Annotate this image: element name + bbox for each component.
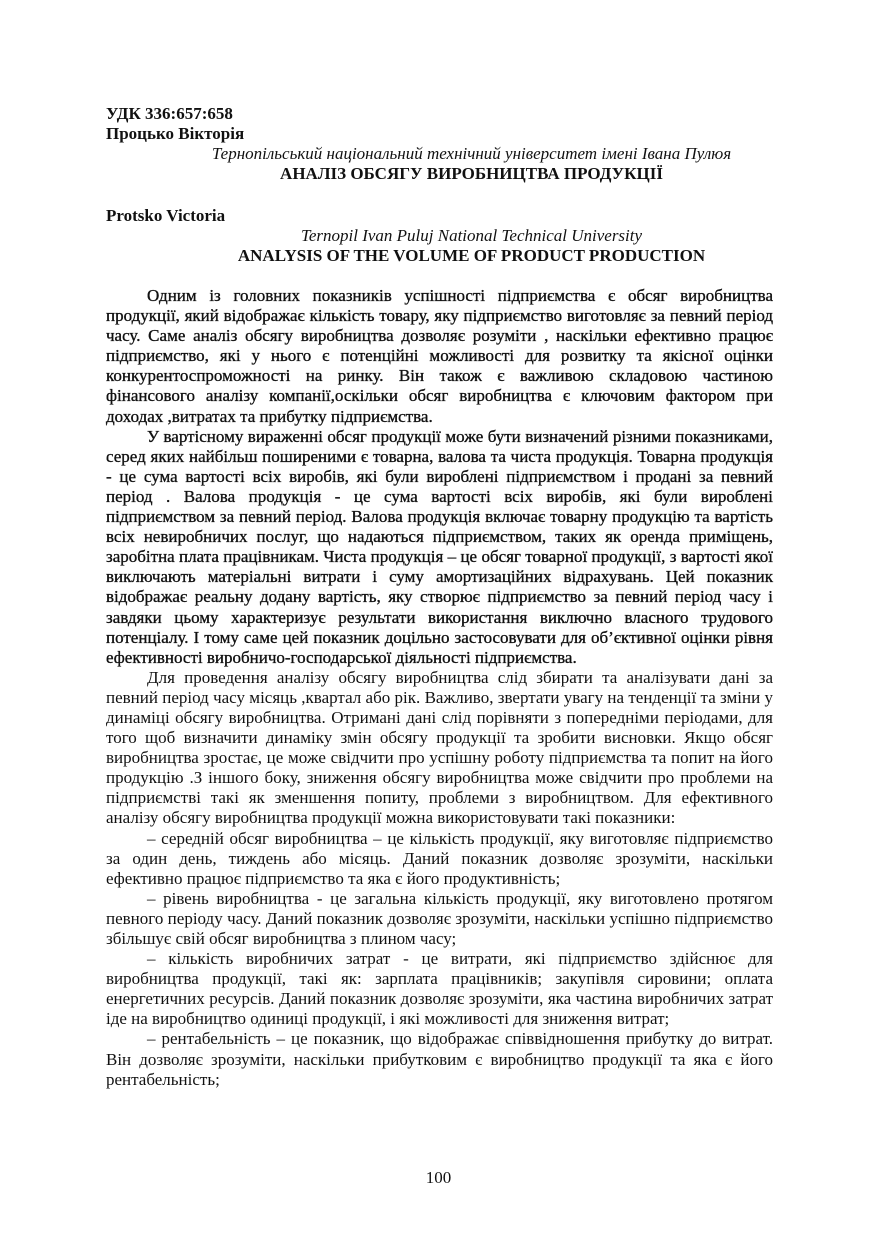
list-item: – середній обсяг виробництва – це кількість продукції, яку виготовляє підприємство за один день, тиждень або місяць. Даний показник дозволяє зрозуміти, наскільки ефективно працює підприємство та яка є його продуктивність;: [106, 828, 773, 888]
list-item: – рівень виробництва - це загальна кількість продукції, яку виготовлено протягом певного періоду часу. Даний показник дозволяє зрозуміти, наскільки успішно підприємство збільшує свій обсяг виробництва з плином часу;: [106, 888, 773, 948]
title-ua: АНАЛІЗ ОБСЯГУ ВИРОБНИЦТВА ПРОДУКЦІЇ: [280, 164, 663, 183]
spacer: [106, 184, 773, 206]
udk-code: УДК 336:657:658: [106, 104, 233, 123]
paragraph: Одним із головних показників успішності підприємства є обсяг виробництва продукції, який відображає кількість товару, яку підприємство виготовляє за певний період часу. Саме аналіз обсягу виробництва дозволяє розуміти , наскільки ефективно працює підприємство, які у нього є потенційні можливості для розвитку та якісної оцінки конкурентоспроможності на ринку. Він також є важливою складовою частиною фінансового аналізу компанії,оскільки обсяг виробництва є ключовим фактором при доходах ,витратах та прибутку підприємства.: [106, 286, 773, 426]
paper-page: [106, 104, 773, 1090]
author-name-ua: Процько Вікторія: [106, 124, 245, 143]
title-en: ANALYSIS OF THE VOLUME OF PRODUCT PRODUCTION: [237, 246, 706, 265]
paragraph: Для проведення аналізу обсягу виробництва слід збирати та аналізувати дані за певний період часу місяць ,квартал або рік. Важливо, звертати увагу на тенденції та зміни у динаміці обсягу виробництва. Отримані дані слід порівняти з попередніми періодами, для того щоб визначити динаміку змін обсягу продукції та зробити висновки. Якщо обсяг виробництва зростає, це може свідчити про успішну роботу підприємства та попит на його продукцію .З іншого боку, зниження обсягу виробництва може свідчити про проблеми на підприємстві такі як зменшення попиту, проблеми з виробництвом. Для ефективного аналізу обсягу виробництва продукції можна використовувати такі показники:: [106, 667, 773, 828]
page-number: 100: [425, 1168, 452, 1187]
list-item: – кількість виробничих затрат - це витрати, які підприємство здійснює для виробництва продукції, такі як: зарплата працівників; закупівля сировини; оплата енергетичних ресурсів. Даний показник дозволяє зрозуміти, яка частина виробничих затрат іде на виробництво одиниці продукції, і які можливості для зниження витрат;: [106, 949, 773, 1029]
article-body: [106, 286, 773, 1090]
list-item: – рентабельність – це показник, що відображає співвідношення прибутку до витрат. Він дозволяє зрозуміти, наскільки прибутковим є виробництво продукції та яка є його рентабельність;: [106, 1029, 773, 1089]
affiliation-en: Ternopil Ivan Puluj National Technical University: [300, 226, 643, 245]
affiliation-ua: Тернопільський національний технічний університет імені Івана Пулюя: [211, 144, 732, 163]
paragraph: У вартісному вираженні обсяг продукції може бути визначений різними показниками, серед яких найбільш поширеними є товарна, валова та чиста продукція. Товарна продукція - це сума вартості всіх виробів, які були вироблені підприємством і продані за певний період . Валова продукція - це сума вартості всіх виробів, які були вироблені підприємством за певний період. Валова продукція включає товарну продукцію та вартість всіх невиробничих послуг, що надаються підприємством, таких як оренда приміщень, заробітна плата працівникам. Чиста продукція – це обсяг товарної продукції, з вартості якої виключають матеріальні витрати і суму амортизаційних відрахувань. Цей показник відображає реальну додану вартість, яку створює підприємство за певний період часу і завдяки цьому характеризує результати використання виключно власного трудового потенціалу. І тому саме цей показник доцільно застосовувати для об’єктивної оцінки рівня ефективності виробничо-господарської діяльності підприємства.: [106, 426, 773, 667]
author-name-en: Protsko Victoria: [106, 206, 226, 225]
